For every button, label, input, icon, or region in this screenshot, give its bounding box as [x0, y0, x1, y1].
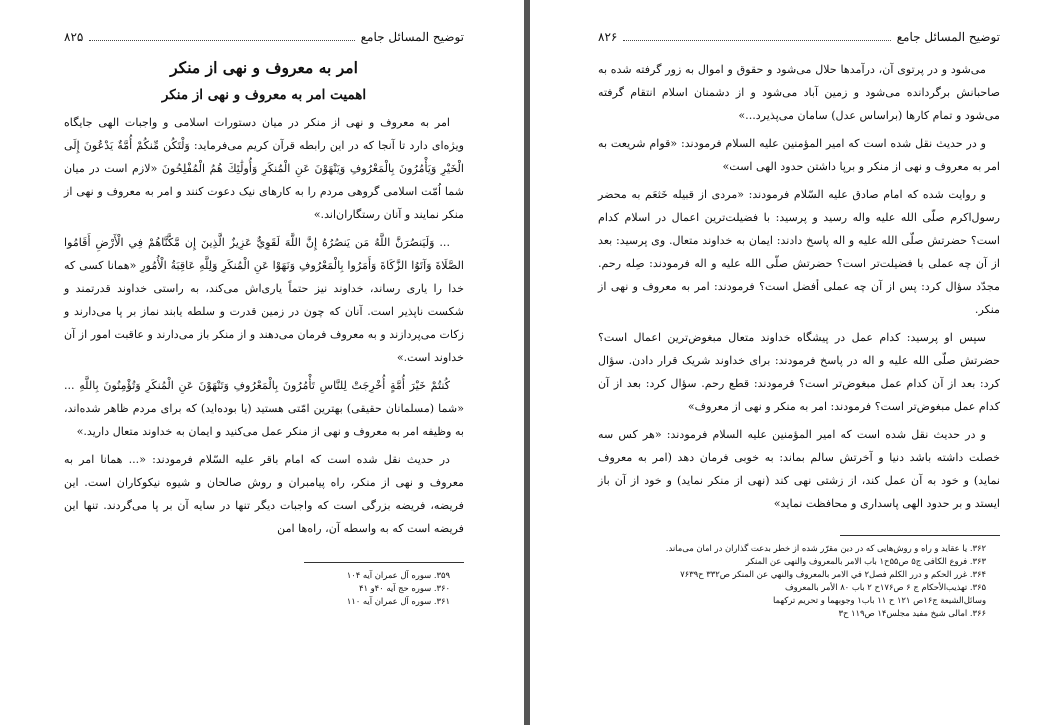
running-head-title: توضیح المسائل جامع	[360, 30, 464, 44]
footnote: ۳۶۰. سوره حج آیه ۴۰و ۴۱	[358, 583, 450, 593]
body-paragraph: امر به معروف و نهی از منکر در میان دستورات اسلامی و واجبات الهی جایگاه ویژه‌ای دارد تا آنجا که در این رابطه قرآن کریم می‌فرماید: وَلْتَكُن مِّنكُمْ أُمَّةٌ يَدْعُونَ إِلَى الْخَيْرِ وَيَأْمُرُونَ بِالْمَعْرُوفِ وَيَنْهَوْنَ عَنِ الْمُنكَرِ وَأُولَٰئِكَ هُمُ الْمُفْلِحُونَ «لازم است در میان شما اُمّت اسلامی گروهی مردم را به کارهای نیک دعوت کنند و امر به معروف و نهی از منکر نمایند و آنان رستگاران‌اند.»	[64, 116, 464, 221]
footnote: ۳۶۳. فروع الکافی ج۵ ص۵۵ح۱ باب الامر بالمعروف والنهی عن المنکر	[745, 556, 986, 566]
body-paragraph: و در حدیث نقل شده است که امیر المؤمنین علیه السلام فرمودند: «هر کس سه خصلت داشته باشد دنیا و آخرتش سالم بماند: به خوبی فرمان دهد (امر به معروف نماید) و خود به آن عمل کند، از زشتی نهی کند (نهی از منکر نماید) و خود از آن باز ایستد و بر حدود الهی پاسداری و محافظت نماید»	[598, 428, 1000, 510]
body-paragraph: در حدیث نقل شده است که امام باقر علیه السّلام فرمودند: «... همانا امر به معروف و نهی از منکر، راه پیامبران و روش صالحان و شیوه نیکوکاران است. این فریضه، فریضه بزرگی است که واجبات دیگر تنها در سایه آن بر پا می‌گردند. تنها این فریضه است که به واسطه آن، راه‌ها امن	[64, 453, 464, 535]
running-head	[64, 30, 464, 44]
footnote-rule	[840, 535, 1000, 536]
page-number: ۸۲۶	[598, 30, 618, 44]
body-paragraph: كُنتُمْ خَيْرَ أُمَّةٍ أُخْرِجَتْ لِلنَّاسِ تَأْمُرُونَ بِالْمَعْرُوفِ وَتَنْهَوْنَ عَنِ الْمُنكَرِ وَتُؤْمِنُونَ بِاللَّهِ ... «شما (مسلمانان حقیقی) بهترین امّتی هستید (یا بوده‌اید) که برای مردم ظاهر شده‌اند، به وظیفه امر به معروف و نهی از منکر عمل می‌کنید و ایمان به خداوند متعال دارید.»	[64, 379, 464, 438]
running-head	[598, 30, 1000, 44]
footnote: وسائل‌الشیعة ج۱۶ص ۱۲۱ ح ۱۱ باب۱ وجوبهما و تحریم ترکهما	[772, 595, 986, 605]
body-paragraph: ... وَلَيَنصُرَنَّ اللَّهُ مَن يَنصُرُهُ إِنَّ اللَّهَ لَقَوِيٌّ عَزِيزٌ الَّذِينَ إِن مَّكَّنَّاهُمْ فِي الْأَرْضِ أَقَامُوا الصَّلَاةَ وَآتَوُا الزَّكَاةَ وَأَمَرُوا بِالْمَعْرُوفِ وَنَهَوْا عَنِ الْمُنكَرِ وَلِلَّهِ عَاقِبَةُ الْأُمُورِ «همانا کسی که خدا را یاری رساند، خداوند نیز حتماً یاری‌اش می‌کند، به راستی خداوند قدرتمند و شکست ناپذیر است. آنان که چون در زمین قدرت و سلطه یابند نماز بر پا می‌دارند و زکات می‌پردازند و به معروف فرمان می‌دهند و از منکر باز می‌دارند و عاقبت امور از آن خداوند است.»	[64, 236, 464, 364]
body-paragraph: و در حدیث نقل شده است که امیر المؤمنین علیه السلام فرمودند: «قوام شریعت به امر به معروف و نهی از منکر و برپا داشتن حدود الهی است»	[598, 137, 1000, 173]
body-paragraph: و روایت شده که امام صادق علیه السّلام فرمودند: «مردی از قبیله خَثعَم به محضر رسول‌اکرم صلّی الله علیه واله رسید و پرسید: با فضیلت‌ترین اعمال در اسلام کدام است؟ حضرتش صلّی الله علیه و اله پاسخ دادند: ایمان به خداوند متعال. وی پرسید: بعد از آن چه عملی با فضیلت‌تر است؟ حضرتش صلّی الله علیه و اله فرمودند: صِله رحم. مجدّد سؤال کرد: پس از آن چه عملی أفضل است؟ فرمودند: امر به معروف و نهی از منکر.	[598, 188, 1000, 316]
section-heading: امر به معروف و نهی از منکر	[170, 58, 358, 77]
section-subheading: اهمیت امر به معروف و نهی از منکر	[161, 87, 367, 103]
footnote: ۳۶۱. سوره آل عمران آیه ۱۱۰	[346, 596, 450, 606]
footnote: ۳۶۵. تهذیب‌الأحکام ج ۶ ص۱۷۶ح ۲ باب ۸۰ الأمر بالمعروف	[784, 582, 986, 592]
page-number: ۸۲۵	[64, 30, 84, 44]
running-head-dots	[89, 40, 354, 41]
body-paragraph: می‌شود و در پرتوی آن، درآمدها حلال می‌شود و حقوق و اموال به زور گرفته شده به صاحبانش برگردانده می‌شود و زمین آباد می‌شود و از دشمنان اسلام انتقام گرفته می‌شود و تمام کارها (براساس عدل) سامان می‌پذیرد...»	[598, 63, 1000, 122]
footnote: ۳۵۹. سوره آل عمران آیه ۱۰۴	[346, 570, 450, 580]
footnote: ۳۶۴. غرر الحکم و درر الکلم فصل۲ في الامر بالمعروف والنهي عن المنكر ص۳۳۲ ح۷۶۳۹	[680, 569, 986, 579]
running-head-title: توضیح المسائل جامع	[896, 30, 1000, 44]
footnotes	[64, 569, 464, 608]
footnote: ۳۶۲. یا عقاید و راه و روش‌هایی که در دین مقرّر شده از خطر بدعت گذاران در امان می‌ماند.	[665, 543, 986, 553]
running-head-dots	[623, 40, 890, 41]
body-paragraph: سپس او پرسید: کدام عمل در پیشگاه خداوند متعال مبغوض‌ترین اعمال است؟ حضرتش صلّی الله علیه و اله در پاسخ فرمودند: برای خداوند شریک قرار دادن. سؤال کرد: بعد از آن کدام عمل مبغوض‌تر است؟ فرمودند: قطع رحم. سؤال کرد: بعد از آن کدام عمل مبغوض‌تر است؟ فرمودند: امر به منکر و نهی از معروف»	[598, 331, 1000, 413]
footnote: ۳۶۶. امالی شیخ مفید مجلس۱۴ ص۱۱۹ ح۳	[838, 608, 986, 618]
footnotes	[598, 542, 1000, 620]
page-826	[530, 0, 1057, 725]
footnote-rule	[304, 562, 464, 563]
page-825	[0, 0, 524, 725]
